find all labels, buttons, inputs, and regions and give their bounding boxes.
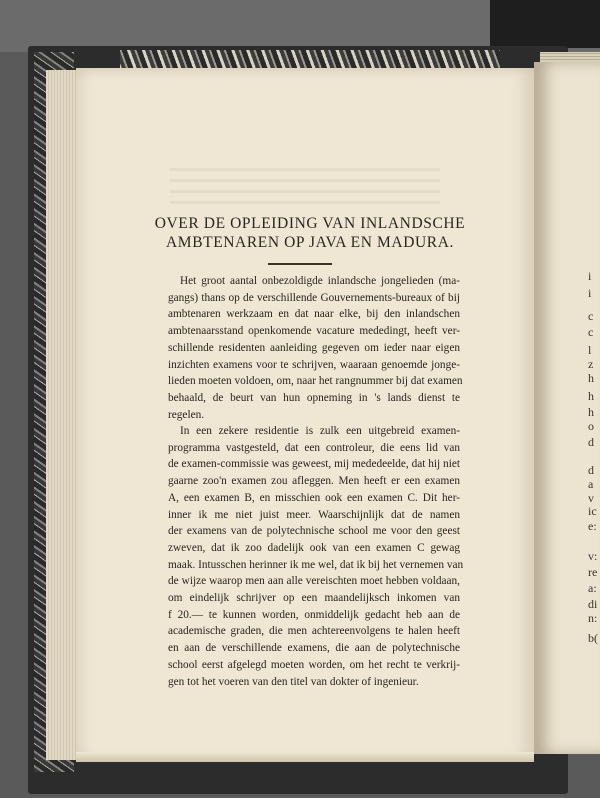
right-page-fragment: a (588, 477, 594, 491)
text-line: Het groot aantal onbezoldigde inlandsche jongelieden (ma- (180, 275, 460, 287)
right-page-fragment: n: (588, 611, 598, 625)
right-page-fragment: di (588, 597, 598, 611)
text-line: der examens van de polytechnische school me voor den geest (168, 525, 460, 538)
text-line: inner ik me niet juist meer. Waarschijnlijk dat de namen (168, 508, 460, 521)
paragraph-1 (168, 273, 463, 423)
right-page-fragment: b( (588, 631, 598, 645)
text-line: f 20.— te kunnen worden, onmiddelijk gedacht heb aan de (168, 608, 460, 621)
text-line: school eerst afgelegd moeten worden, om het recht te verkrij- (168, 658, 460, 671)
text-line: In een zekere residentie is zulk een uitgebreid examen- (180, 425, 460, 437)
right-page-fragment: d (588, 463, 594, 477)
text-line: regelen. (168, 408, 205, 421)
right-page-fragment: re (588, 565, 598, 579)
text-line: ambtenaren werkzaam en dat naar elke, bij den inlandschen (168, 308, 460, 321)
title-divider (268, 263, 332, 265)
right-page-fragment: c (588, 325, 594, 339)
right-page-fragment: ic (588, 504, 597, 518)
right-page-fragment: h (588, 371, 594, 385)
right-page-fragment: d (588, 435, 594, 449)
page-bottom-edge (76, 752, 534, 762)
text-line: gangs) thans op de verschillende Gouvernements-bureaux of bij (168, 291, 460, 304)
page-title-line-1: OVER DE OPLEIDING VAN INLANDSCHE (154, 215, 466, 232)
paragraph-2 (168, 423, 464, 690)
text-line: en aan de verschillende examens, die aan de polytechnische (168, 642, 460, 655)
text-line: gaarne zoo'n examen zou afleggen. Men heeft er een examen (168, 475, 460, 488)
right-page-fragment: v (588, 491, 594, 505)
text-line: A, een examen B, en misschien ook een examen C. Dit her- (168, 491, 460, 504)
right-page-fragment: c (588, 309, 594, 323)
text-line: maak. Intusschen herinner ik me wel, dat ik bij het vernemen van (168, 558, 464, 571)
right-page-fragment: a: (588, 581, 597, 595)
page-title-line-2: AMBTENAREN OP JAVA EN MADURA. (166, 234, 454, 251)
text-line: schillende residenten aanleiding gegeven om ieder naar eigen (168, 341, 460, 354)
right-page-fragment: h (588, 405, 594, 419)
right-page-fragment: v: (588, 549, 598, 563)
text-line: zweven, dat ik zoo dadelijk ook van een examen C gewag (168, 541, 460, 554)
bleed-through-text (170, 160, 440, 206)
text-line: lieden moeten voldoen, om, naar het rangnummer bij dat examen (168, 375, 463, 388)
text-line: programma vastgesteld, dat een controleur, die eens lid van (168, 441, 460, 454)
right-page-fragment: l (588, 343, 592, 357)
right-page-fragment: h (588, 389, 594, 403)
right-page-fragment: z (588, 357, 594, 371)
text-line: om eindelijk schrijver op een maandelijksch inkomen van (168, 592, 460, 605)
backdrop-corner (490, 0, 600, 48)
text-line: de wijze waarop men aan alle vereischten moet hebben voldaan, (168, 575, 460, 588)
right-page-fragment: i (588, 286, 592, 300)
text-line: academische graden, die men achtereenvolgens te halen heeft (168, 625, 460, 638)
text-line: inzichten examens voor te schrijven, waaraan genoemde jonge- (168, 358, 460, 371)
text-line: behaald, de beurt van hun opneming in 's lands dienst te (168, 391, 460, 404)
right-page-fragment: e: (588, 519, 597, 533)
text-line: gen tot het voeren van den titel van dokter of ingenieur. (168, 675, 419, 688)
right-page-fragment: i (588, 269, 592, 283)
text-line: ambtenaarsstand openkomende vacature mededingt, heeft ver- (168, 325, 460, 338)
right-page-fragment: o (588, 419, 594, 433)
text-line: de examen-commissie was geweest, mij mededeelde, dat hij niet (168, 458, 460, 471)
